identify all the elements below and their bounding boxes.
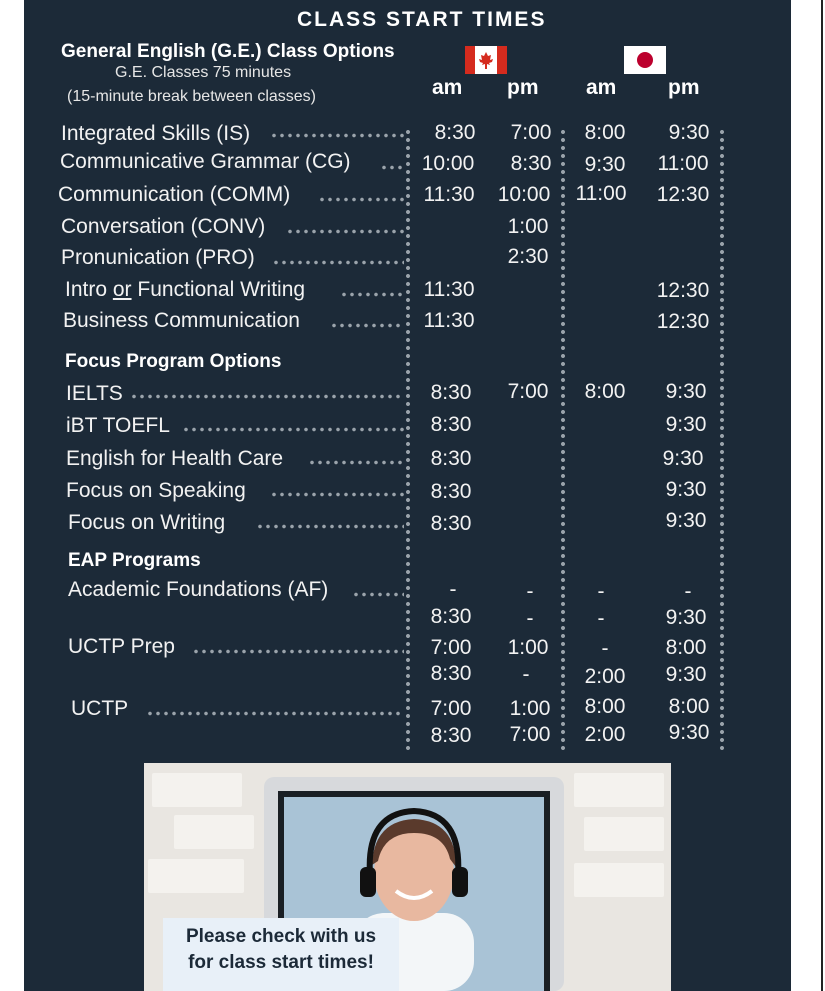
time-cell: 8:30 <box>430 413 472 436</box>
time-cell: 8:30 <box>430 447 472 470</box>
time-cell: 9:30 <box>665 380 707 403</box>
time-cell: 2:00 <box>584 723 626 746</box>
label-part: Functional Writing <box>131 278 306 301</box>
dot-leader <box>272 260 404 265</box>
time-cell: 10:00 <box>421 152 475 175</box>
label-part-or: or <box>112 278 132 301</box>
row-label-english-health-care: English for Health Care <box>66 447 284 470</box>
row-label-ielts: IELTS <box>66 382 123 405</box>
time-cell: 8:30 <box>430 381 472 404</box>
label-part: Intro <box>65 278 113 301</box>
dot-leader <box>192 649 404 654</box>
row-label-conversation: Conversation (CONV) <box>61 215 266 238</box>
dot-leader <box>256 524 404 529</box>
time-cell: 9:30 <box>665 663 707 686</box>
dot-leader <box>182 427 404 432</box>
time-cell: 9:30 <box>662 447 704 470</box>
row-label-focus-speaking: Focus on Speaking <box>66 479 246 502</box>
col-japan-pm: pm <box>668 76 700 99</box>
row-label-ibt-toefl: iBT TOEFL <box>66 414 170 437</box>
time-cell: 1:00 <box>507 215 549 238</box>
time-cell: 9:30 <box>584 153 626 176</box>
time-cell: 9:30 <box>665 509 707 532</box>
time-cell: 12:30 <box>656 279 710 302</box>
time-cell: 8:00 <box>584 121 626 144</box>
page-title: CLASS START TIMES <box>297 8 547 31</box>
dot-leader <box>308 460 404 465</box>
dot-leader <box>146 711 404 716</box>
time-cell: - <box>522 663 530 686</box>
canada-flag-icon <box>465 46 507 74</box>
separator-line <box>719 128 725 754</box>
japan-flag-icon <box>624 46 666 74</box>
time-cell: 8:00 <box>584 380 626 403</box>
time-cell: - <box>684 580 692 603</box>
focus-heading: Focus Program Options <box>65 351 282 372</box>
time-cell: 8:30 <box>434 121 476 144</box>
row-label-business-communication: Business Communication <box>63 309 300 332</box>
time-cell: 8:00 <box>668 695 710 718</box>
general-break-note: (15-minute break between classes) <box>67 88 317 105</box>
row-label-focus-writing: Focus on Writing <box>68 511 226 534</box>
time-cell: 2:30 <box>507 245 549 268</box>
dot-leader <box>286 229 404 234</box>
separator-line <box>405 128 411 754</box>
time-cell: 11:30 <box>423 278 475 301</box>
eap-heading: EAP Programs <box>68 550 201 571</box>
time-cell: - <box>449 578 457 601</box>
note-line-1: Please check with us <box>185 926 377 947</box>
time-cell: - <box>526 607 534 630</box>
time-cell: 8:30 <box>430 512 472 535</box>
time-cell: 11:30 <box>423 309 475 332</box>
time-cell: 12:30 <box>656 310 710 333</box>
time-cell: - <box>597 580 605 603</box>
dot-leader <box>270 492 404 497</box>
row-label-intro-or-functional-writing <box>65 278 305 302</box>
general-duration: G.E. Classes 75 minutes <box>115 64 292 81</box>
time-cell: 9:30 <box>665 606 707 629</box>
time-cell: 11:00 <box>657 152 709 175</box>
time-cell: 8:30 <box>430 605 472 628</box>
time-cell: 7:00 <box>510 121 552 144</box>
time-cell: 9:30 <box>668 121 710 144</box>
note-line-2: for class start times! <box>188 952 374 973</box>
col-canada-am: am <box>432 76 463 99</box>
time-cell: 7:00 <box>430 697 472 720</box>
time-cell: - <box>597 607 605 630</box>
time-cell: 8:30 <box>430 480 472 503</box>
time-cell: 7:00 <box>507 380 549 403</box>
time-cell: 7:00 <box>509 723 551 746</box>
row-label-uctp: UCTP <box>71 697 129 720</box>
col-canada-pm: pm <box>507 76 539 99</box>
dot-leader <box>380 165 404 170</box>
dot-leader <box>318 197 404 202</box>
time-cell: 9:30 <box>665 478 707 501</box>
row-label-uctp-prep: UCTP Prep <box>68 635 175 658</box>
time-cell: 1:00 <box>507 636 549 659</box>
time-cell: 8:30 <box>510 152 552 175</box>
dot-leader <box>340 292 404 297</box>
time-cell: 12:30 <box>656 183 710 206</box>
dot-leader <box>130 394 404 399</box>
time-cell: 11:00 <box>575 182 627 205</box>
time-cell: 8:00 <box>665 636 707 659</box>
time-cell: - <box>526 580 534 603</box>
col-japan-am: am <box>586 76 617 99</box>
dot-leader <box>330 323 404 328</box>
row-label-pronunciation: Pronunication (PRO) <box>61 246 255 269</box>
row-label-communicative-grammar: Communicative Grammar (CG) <box>60 150 351 173</box>
time-cell: 1:00 <box>509 697 551 720</box>
row-label-academic-foundations: Academic Foundations (AF) <box>68 578 329 601</box>
dot-leader <box>270 133 404 138</box>
time-cell: 8:30 <box>430 662 472 685</box>
dot-leader <box>352 592 404 597</box>
time-cell: 10:00 <box>497 183 551 206</box>
time-cell: 8:30 <box>430 724 472 747</box>
time-cell: 7:00 <box>430 636 472 659</box>
time-cell: 2:00 <box>584 665 626 688</box>
time-cell: - <box>601 637 609 660</box>
page-edge-rule <box>821 0 823 991</box>
general-heading: General English (G.E.) Class Options <box>61 41 395 62</box>
row-label-integrated-skills: Integrated Skills (IS) <box>61 122 251 145</box>
time-cell: 9:30 <box>668 721 710 744</box>
time-cell: 8:00 <box>584 695 626 718</box>
row-label-communication: Communication (COMM) <box>58 183 291 206</box>
time-cell: 11:30 <box>423 183 475 206</box>
time-cell: 9:30 <box>665 413 707 436</box>
check-times-note <box>163 918 399 991</box>
